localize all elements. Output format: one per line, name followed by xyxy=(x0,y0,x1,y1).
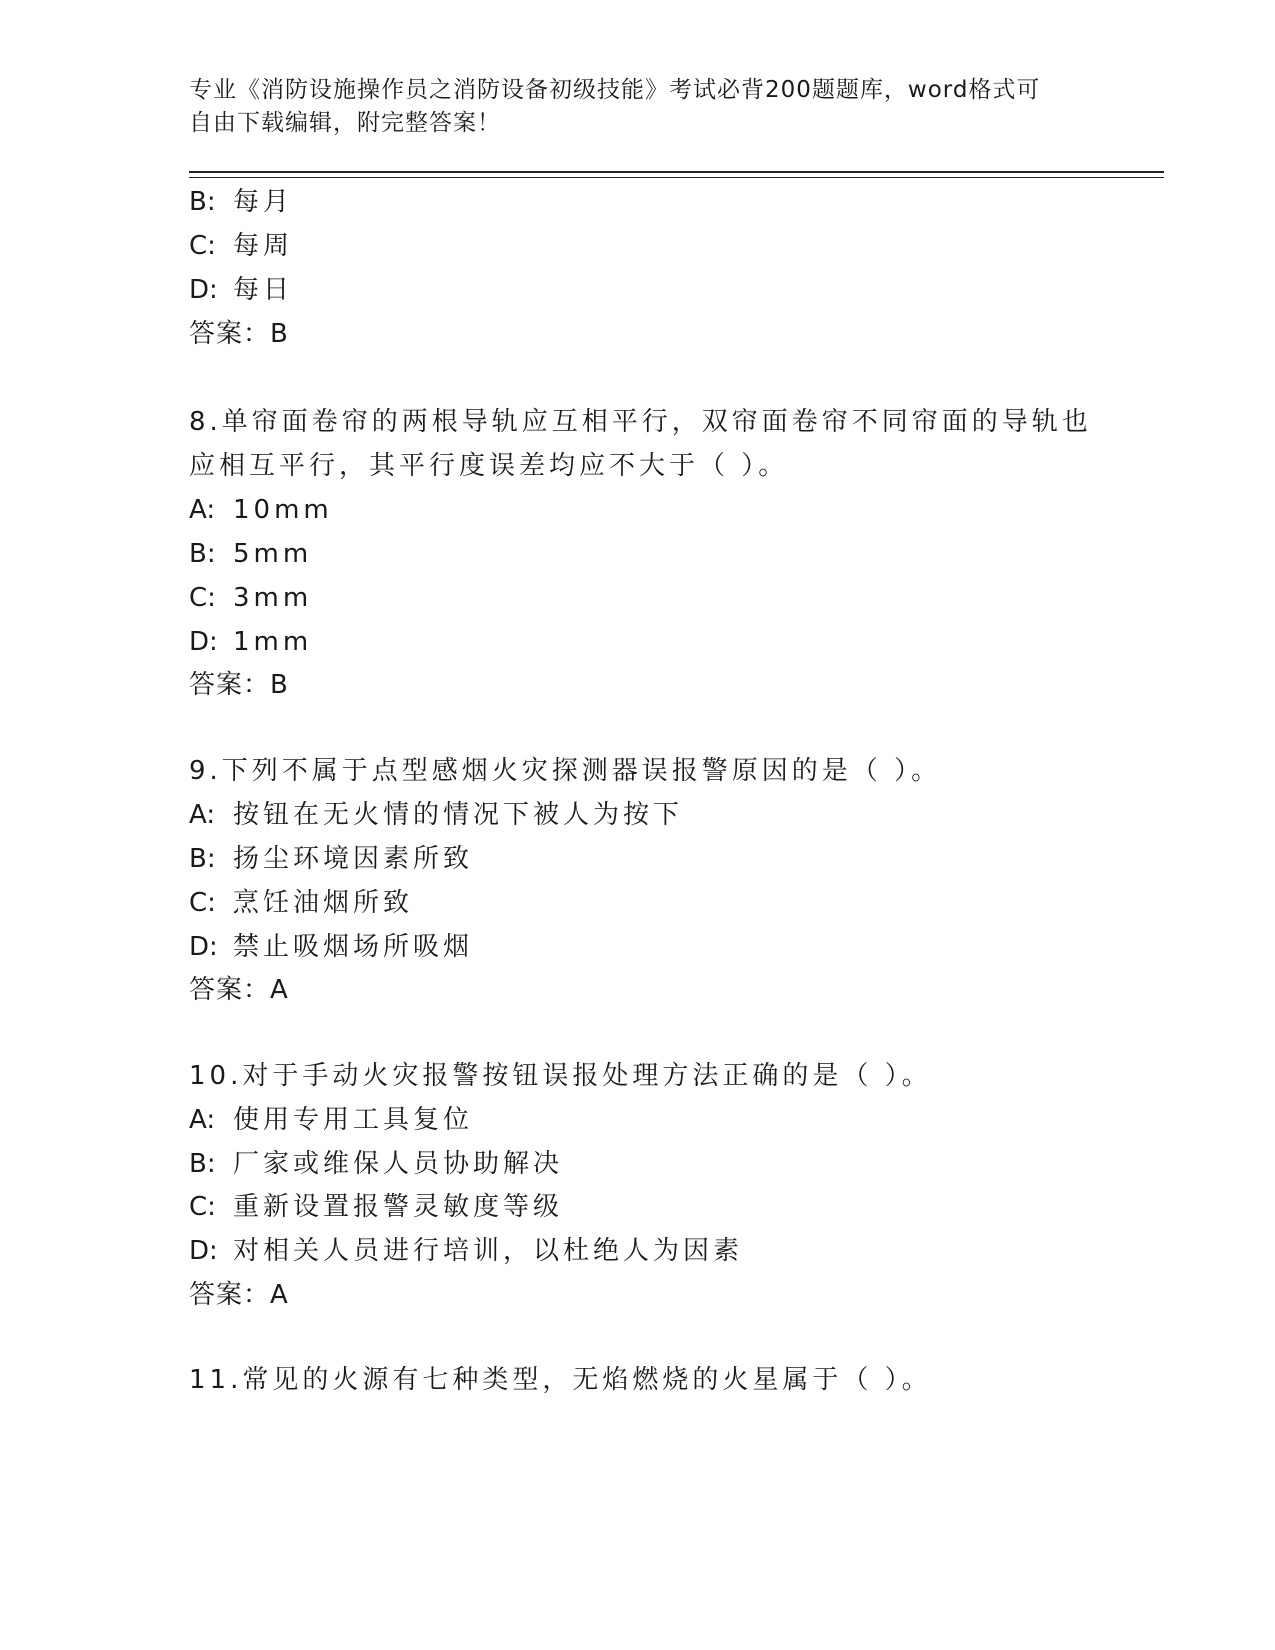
option-label: D: xyxy=(189,627,218,657)
q9-option-d xyxy=(189,930,473,964)
option-label: C: xyxy=(189,231,216,261)
option-text: 烹饪油烟所致 xyxy=(233,888,414,918)
header-line-2: 自由下载编辑，附完整答案！ xyxy=(189,110,501,136)
option-label: C: xyxy=(189,583,216,613)
q9-answer: 答案：A xyxy=(189,975,289,1005)
q7-answer: 答案：B xyxy=(189,319,289,349)
q10-option-a xyxy=(189,1103,473,1137)
option-text: 对相关人员进行培训，以杜绝人为因素 xyxy=(233,1236,744,1266)
option-text: 按钮在无火情的情况下被人为按下 xyxy=(233,800,684,830)
q8-option-b xyxy=(189,537,312,571)
option-label: A: xyxy=(189,1105,216,1135)
option-label: D: xyxy=(189,275,218,305)
header-line-1: 专业《消防设施操作员之消防设备初级技能》考试必背200题题库，word格式可 xyxy=(189,77,1041,103)
q11-stem-line-1: 11.常见的火源有七种类型，无焰燃烧的火星属于（ ）。 xyxy=(189,1365,932,1395)
option-label: B: xyxy=(189,539,216,569)
q10-option-d xyxy=(189,1234,743,1268)
option-label: D: xyxy=(189,1236,218,1266)
document-header xyxy=(189,74,1089,140)
q9-option-a xyxy=(189,798,683,832)
option-text: 扬尘环境因素所致 xyxy=(233,844,474,874)
header-rule-thick xyxy=(189,171,1164,173)
q8-stem-line-1: 8.单帘面卷帘的两根导轨应互相平行，双帘面卷帘不同帘面的导轨也 xyxy=(189,407,1092,437)
option-text: 5mm xyxy=(233,539,313,569)
option-label: A: xyxy=(189,800,216,830)
option-label: B: xyxy=(189,844,216,874)
q10-option-b xyxy=(189,1147,563,1181)
option-text: 每月 xyxy=(233,187,294,217)
option-text: 每周 xyxy=(233,231,294,261)
option-text: 3mm xyxy=(233,583,313,613)
option-text: 禁止吸烟场所吸烟 xyxy=(233,932,474,962)
option-text: 厂家或维保人员协助解决 xyxy=(233,1149,564,1179)
q8-option-c xyxy=(189,581,312,615)
q8-option-a xyxy=(189,493,333,527)
q8-stem-line-2: 应相互平行，其平行度误差均应不大于（ ）。 xyxy=(189,451,789,481)
option-label: D: xyxy=(189,932,218,962)
q9-option-b xyxy=(189,842,473,876)
option-text: 重新设置报警灵敏度等级 xyxy=(233,1192,564,1222)
q9-option-c xyxy=(189,886,413,920)
header-rule-thin xyxy=(189,177,1164,178)
option-text: 1mm xyxy=(233,627,313,657)
option-text: 10mm xyxy=(233,495,333,525)
option-label: A: xyxy=(189,495,216,525)
option-label: B: xyxy=(189,187,216,217)
option-label: C: xyxy=(189,1192,216,1222)
option-label: B: xyxy=(189,1149,216,1179)
option-text: 每日 xyxy=(233,275,294,305)
q10-stem-line-1: 10.对于手动火灾报警按钮误报处理方法正确的是（ ）。 xyxy=(189,1061,932,1091)
q10-option-c xyxy=(189,1190,563,1224)
option-label: C: xyxy=(189,888,216,918)
q7-option-c xyxy=(189,229,293,263)
option-text: 使用专用工具复位 xyxy=(233,1105,474,1135)
q7-option-b xyxy=(189,185,293,219)
q7-option-d xyxy=(189,273,293,307)
q8-option-d xyxy=(189,625,312,659)
q10-answer: 答案：A xyxy=(189,1280,289,1310)
q9-stem-line-1: 9.下列不属于点型感烟火灾探测器误报警原因的是（ ）。 xyxy=(189,756,942,786)
q8-answer: 答案：B xyxy=(189,670,289,700)
